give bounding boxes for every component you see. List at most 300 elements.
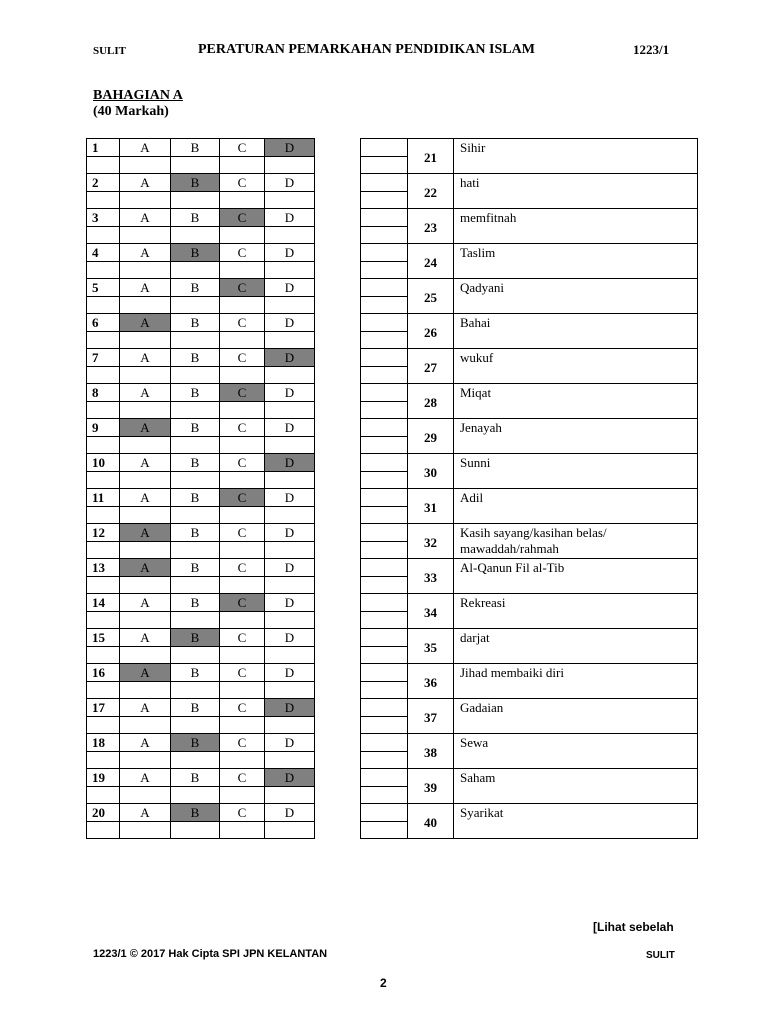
empty-cell [265,367,315,384]
option-cell: D [265,489,315,507]
empty-cell [361,314,408,332]
empty-cell [220,192,265,209]
empty-cell [171,647,220,664]
table-row [361,454,698,472]
option-cell: D [265,664,315,682]
empty-cell [120,402,171,419]
table-row [361,349,698,367]
empty-cell [220,542,265,559]
empty-cell [265,647,315,664]
correct-option-cell: D [265,349,315,367]
table-row [361,594,698,612]
option-cell: D [265,279,315,297]
table-row [361,314,698,332]
option-cell: B [171,279,220,297]
table-row [87,279,315,297]
question-number: 25 [408,279,454,314]
empty-cell [120,682,171,699]
option-cell: D [265,524,315,542]
option-cell: B [171,489,220,507]
empty-cell [171,612,220,629]
question-number: 6 [87,314,120,332]
question-number: 12 [87,524,120,542]
question-number: 32 [408,524,454,559]
table-row [87,209,315,227]
table-row [87,174,315,192]
option-cell: C [220,454,265,472]
empty-cell [87,647,120,664]
question-number: 19 [87,769,120,787]
empty-cell [171,192,220,209]
option-cell: A [120,454,171,472]
empty-cell [220,157,265,174]
option-cell: D [265,419,315,437]
empty-cell [120,577,171,594]
option-cell: C [220,734,265,752]
question-number: 34 [408,594,454,629]
table-row [361,209,698,227]
table-row [87,419,315,437]
correct-option-cell: A [120,524,171,542]
table-row [87,314,315,332]
spacer-row [87,367,315,384]
answer-text: Gadaian [454,699,698,734]
correct-option-cell: B [171,174,220,192]
empty-cell [120,752,171,769]
table-row [87,349,315,367]
option-cell: A [120,209,171,227]
empty-cell [87,752,120,769]
empty-cell [171,542,220,559]
option-cell: B [171,524,220,542]
option-cell: A [120,279,171,297]
empty-cell [171,262,220,279]
option-cell: A [120,699,171,717]
question-number: 14 [87,594,120,612]
option-cell: D [265,209,315,227]
empty-cell [361,279,408,297]
correct-option-cell: C [220,594,265,612]
empty-cell [220,367,265,384]
see-next-page-note: [Lihat sebelah [593,920,674,934]
correct-option-cell: B [171,629,220,647]
empty-cell [361,262,408,279]
empty-cell [220,787,265,804]
question-number: 30 [408,454,454,489]
empty-cell [361,769,408,787]
option-cell: A [120,769,171,787]
empty-cell [361,752,408,769]
empty-cell [265,227,315,244]
empty-cell [265,507,315,524]
empty-cell [361,419,408,437]
option-cell: D [265,629,315,647]
empty-cell [265,332,315,349]
empty-cell [361,717,408,734]
empty-cell [265,402,315,419]
empty-cell [171,437,220,454]
empty-cell [265,752,315,769]
empty-cell [220,577,265,594]
question-number: 35 [408,629,454,664]
question-number: 8 [87,384,120,402]
empty-cell [220,507,265,524]
option-cell: B [171,384,220,402]
correct-option-cell: B [171,804,220,822]
empty-cell [265,472,315,489]
empty-cell [120,542,171,559]
empty-cell [361,612,408,629]
footer-copyright: 1223/1 © 2017 Hak Cipta SPI JPN KELANTAN [93,948,328,960]
option-cell: B [171,349,220,367]
option-cell: B [171,559,220,577]
table-row [361,489,698,507]
option-cell: C [220,419,265,437]
empty-cell [171,507,220,524]
option-cell: D [265,174,315,192]
spacer-row [87,682,315,699]
option-cell: C [220,559,265,577]
empty-cell [171,332,220,349]
answer-text: Adil [454,489,698,524]
empty-cell [265,717,315,734]
question-number: 38 [408,734,454,769]
empty-cell [87,367,120,384]
empty-cell [171,787,220,804]
empty-cell [361,542,408,559]
empty-cell [171,752,220,769]
answer-text: Jihad membaiki diri [454,664,698,699]
table-row [87,454,315,472]
empty-cell [120,332,171,349]
page-number: 2 [380,976,387,990]
table-row [361,174,698,192]
table-row [361,244,698,262]
empty-cell [171,717,220,734]
option-cell: C [220,244,265,262]
option-cell: A [120,349,171,367]
option-cell: A [120,734,171,752]
spacer-row [87,192,315,209]
option-cell: A [120,174,171,192]
option-cell: D [265,244,315,262]
empty-cell [87,682,120,699]
option-cell: C [220,174,265,192]
empty-cell [220,297,265,314]
empty-cell [361,682,408,699]
empty-cell [87,157,120,174]
empty-cell [361,507,408,524]
empty-cell [220,612,265,629]
empty-cell [361,664,408,682]
empty-cell [87,542,120,559]
answer-text: Sewa [454,734,698,769]
empty-cell [120,717,171,734]
empty-cell [87,437,120,454]
empty-cell [220,752,265,769]
empty-cell [87,612,120,629]
option-cell: B [171,664,220,682]
option-cell: A [120,594,171,612]
correct-option-cell: C [220,279,265,297]
empty-cell [361,822,408,839]
option-cell: A [120,384,171,402]
question-number: 7 [87,349,120,367]
empty-cell [87,787,120,804]
empty-cell [120,367,171,384]
empty-cell [361,384,408,402]
option-cell: B [171,769,220,787]
question-number: 2 [87,174,120,192]
answer-text: Taslim [454,244,698,279]
empty-cell [87,192,120,209]
option-cell: B [171,699,220,717]
question-number: 20 [87,804,120,822]
empty-cell [120,157,171,174]
answer-text: hati [454,174,698,209]
empty-cell [361,227,408,244]
empty-cell [265,542,315,559]
empty-cell [171,157,220,174]
correct-option-cell: C [220,489,265,507]
spacer-row [87,157,315,174]
spacer-row [87,227,315,244]
correct-option-cell: A [120,559,171,577]
table-row [87,594,315,612]
empty-cell [220,822,265,839]
table-row [361,629,698,647]
empty-cell [361,594,408,612]
empty-cell [171,227,220,244]
table-row [87,559,315,577]
empty-cell [265,822,315,839]
empty-cell [361,699,408,717]
subjective-answer-table [360,138,698,839]
option-cell: C [220,769,265,787]
question-number: 5 [87,279,120,297]
option-cell: C [220,349,265,367]
empty-cell [220,332,265,349]
option-cell: D [265,804,315,822]
empty-cell [220,227,265,244]
spacer-row [87,262,315,279]
empty-cell [87,332,120,349]
empty-cell [361,559,408,577]
table-row [87,804,315,822]
empty-cell [220,682,265,699]
spacer-row [87,787,315,804]
answer-text: memfitnah [454,209,698,244]
empty-cell [120,262,171,279]
empty-cell [120,647,171,664]
answer-text: Bahai [454,314,698,349]
empty-cell [265,157,315,174]
correct-option-cell: B [171,244,220,262]
empty-cell [120,787,171,804]
empty-cell [120,437,171,454]
empty-cell [87,297,120,314]
empty-cell [265,787,315,804]
empty-cell [361,297,408,314]
table-row [361,524,698,542]
table-row [361,699,698,717]
option-cell: D [265,314,315,332]
empty-cell [87,507,120,524]
empty-cell [265,577,315,594]
question-number: 31 [408,489,454,524]
answer-text: Jenayah [454,419,698,454]
empty-cell [265,192,315,209]
answer-text: Miqat [454,384,698,419]
empty-cell [171,822,220,839]
answer-text: darjat [454,629,698,664]
empty-cell [171,367,220,384]
option-cell: D [265,559,315,577]
empty-cell [120,472,171,489]
empty-cell [361,577,408,594]
empty-cell [361,524,408,542]
empty-cell [120,507,171,524]
empty-cell [87,822,120,839]
table-row [361,419,698,437]
empty-cell [220,717,265,734]
answer-text: Saham [454,769,698,804]
empty-cell [120,822,171,839]
table-row [87,734,315,752]
empty-cell [361,787,408,804]
option-cell: C [220,314,265,332]
objective-answer-table [86,138,315,839]
empty-cell [265,437,315,454]
table-row [87,489,315,507]
paper-code: 1223/1 [633,42,670,57]
option-cell: A [120,139,171,157]
empty-cell [87,577,120,594]
correct-option-cell: D [265,699,315,717]
correct-option-cell: C [220,209,265,227]
empty-cell [361,489,408,507]
option-cell: C [220,804,265,822]
question-number: 11 [87,489,120,507]
question-number: 3 [87,209,120,227]
option-cell: C [220,524,265,542]
table-row [87,629,315,647]
table-row [361,279,698,297]
correct-option-cell: A [120,664,171,682]
table-row [361,769,698,787]
empty-cell [361,804,408,822]
spacer-row [87,752,315,769]
answer-text: Qadyani [454,279,698,314]
empty-cell [87,227,120,244]
table-row [87,244,315,262]
question-number: 40 [408,804,454,839]
table-row [361,804,698,822]
empty-cell [171,682,220,699]
answer-text: Sihir [454,139,698,174]
empty-cell [171,577,220,594]
spacer-row [87,717,315,734]
option-cell: B [171,314,220,332]
empty-cell [361,332,408,349]
empty-cell [171,402,220,419]
spacer-row [87,577,315,594]
document-title: PERATURAN PEMARKAHAN PENDIDIKAN ISLAM [198,42,535,57]
empty-cell [361,437,408,454]
footer-classification: SULIT [646,950,675,961]
empty-cell [220,472,265,489]
question-number: 29 [408,419,454,454]
header-classification: SULIT [93,45,127,57]
table-row [87,699,315,717]
empty-cell [361,209,408,227]
empty-cell [87,262,120,279]
answer-text: Sunni [454,454,698,489]
empty-cell [361,629,408,647]
spacer-row [87,612,315,629]
table-row [87,384,315,402]
empty-cell [120,227,171,244]
spacer-row [87,297,315,314]
answer-text: Syarikat [454,804,698,839]
empty-cell [361,647,408,664]
option-cell: D [265,734,315,752]
question-number: 39 [408,769,454,804]
question-number: 15 [87,629,120,647]
option-cell: A [120,489,171,507]
table-row [361,734,698,752]
empty-cell [361,157,408,174]
empty-cell [120,192,171,209]
empty-cell [361,349,408,367]
empty-cell [220,647,265,664]
spacer-row [87,332,315,349]
question-number: 21 [408,139,454,174]
empty-cell [361,244,408,262]
answer-text: Al-Qanun Fil al-Tib [454,559,698,594]
option-cell: B [171,594,220,612]
option-cell: B [171,454,220,472]
spacer-row [87,822,315,839]
empty-cell [361,734,408,752]
empty-cell [361,472,408,489]
question-number: 13 [87,559,120,577]
empty-cell [265,612,315,629]
empty-cell [361,139,408,157]
option-cell: D [265,594,315,612]
empty-cell [171,472,220,489]
empty-cell [120,612,171,629]
empty-cell [87,472,120,489]
question-number: 33 [408,559,454,594]
correct-option-cell: D [265,769,315,787]
question-number: 23 [408,209,454,244]
correct-option-cell: B [171,734,220,752]
empty-cell [171,297,220,314]
table-row [361,384,698,402]
table-row [361,559,698,577]
empty-cell [265,297,315,314]
option-cell: A [120,804,171,822]
correct-option-cell: C [220,384,265,402]
table-row [361,664,698,682]
option-cell: C [220,139,265,157]
table-row [87,664,315,682]
section-title: BAHAGIAN A [93,88,183,103]
question-number: 27 [408,349,454,384]
empty-cell [87,717,120,734]
empty-cell [361,192,408,209]
